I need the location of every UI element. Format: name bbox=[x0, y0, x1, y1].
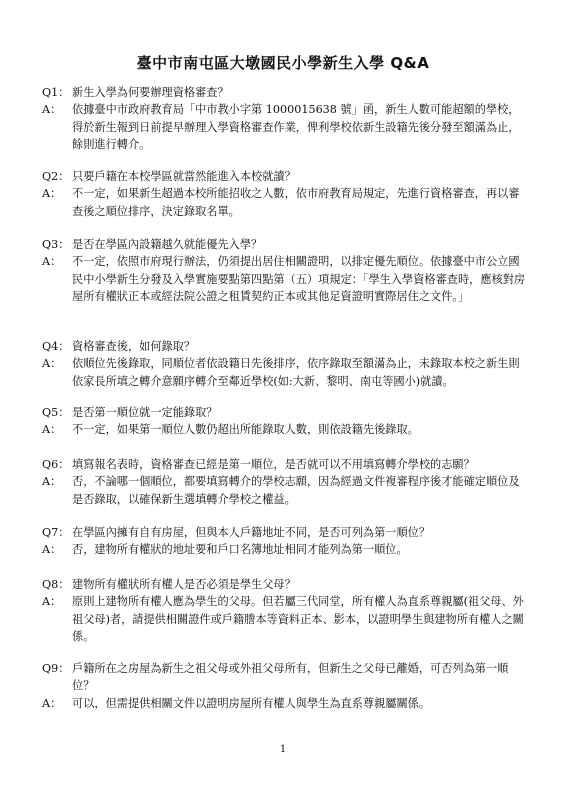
question-text: 新生入學為何要辦理資格審查？ bbox=[72, 86, 229, 99]
answer-text: 原則上建物所有權人應為學生的父母。但若屬三代同堂，所有權人為直系尊親屬(祖父母、外祖父母)者，請提供相關證件或戶籍謄本等資料正本、影本，以證明學生與建物所有權人之關係。 bbox=[72, 595, 524, 644]
question bbox=[42, 84, 530, 101]
answer-label: A： bbox=[42, 255, 62, 269]
answer-label: A： bbox=[42, 595, 62, 609]
answer bbox=[42, 355, 530, 390]
answer-label: A： bbox=[42, 423, 62, 437]
answer-text: 可以，但需提供相關文件以證明房屋所有權人與學生為直系尊親屬關係。 bbox=[72, 696, 431, 710]
question-label: Q2： bbox=[42, 170, 70, 183]
answer-label: A： bbox=[42, 103, 62, 117]
page-title: 臺中市南屯區大墩國民小學新生入學 Q&A bbox=[136, 54, 430, 72]
question-label: Q3： bbox=[42, 238, 70, 251]
question-text: 在學區內擁有自有房屋，但與本人戶籍地址不同，是否可列為第一順位？ bbox=[72, 526, 431, 539]
question bbox=[42, 338, 530, 355]
qa-item-4 bbox=[42, 338, 530, 390]
qa-item-1 bbox=[42, 84, 530, 154]
qa-item-7 bbox=[42, 524, 530, 559]
qa-item-5 bbox=[42, 404, 530, 439]
question-label: Q8： bbox=[42, 578, 70, 591]
question-text: 填寫報名表時，資格審查已經是第一順位，是否就可以不用填寫轉介學校的志願？ bbox=[72, 458, 475, 471]
answer-label: A： bbox=[42, 696, 62, 710]
qa-item-9 bbox=[42, 660, 530, 712]
answer bbox=[42, 421, 530, 438]
answer bbox=[42, 593, 530, 645]
answer bbox=[42, 541, 530, 558]
question bbox=[42, 236, 530, 253]
question-label: Q9： bbox=[42, 662, 70, 675]
answer-text: 不一定，如果第一順位人數仍超出所能錄取人數，則依設籍先後錄取。 bbox=[72, 423, 419, 437]
answer bbox=[42, 695, 530, 712]
qa-item-2 bbox=[42, 168, 530, 220]
answer bbox=[42, 253, 530, 305]
answer-text: 不一定，如果新生超過本校所能招收之人數，依市府教育局規定，先進行資格審查，再以審查後之順位排序，決定錄取名單。 bbox=[72, 187, 520, 218]
question-label: Q6： bbox=[42, 458, 70, 471]
question bbox=[42, 456, 530, 473]
answer bbox=[42, 185, 530, 220]
qa-item-6 bbox=[42, 456, 530, 508]
question bbox=[42, 524, 530, 541]
question-text: 建物所有權狀所有權人是否必須是學生父母？ bbox=[72, 578, 296, 591]
question bbox=[42, 404, 530, 421]
answer-text: 不一定，依照市府現行辦法，仍須提出居住相關證明，以排定優先順位。依據臺中市公立國民中小學新生分發及入學實施要點第四點第（五）項規定：「學生入學資格審查時，應核對房屋所有權狀正本或經法院公證之租賃契約正本或其他足資證明實際居住之文件。」 bbox=[72, 255, 526, 304]
answer-label: A： bbox=[42, 357, 62, 371]
answer-label: A： bbox=[42, 187, 62, 201]
question-text: 是否在學區內設籍越久就能優先入學？ bbox=[72, 238, 263, 251]
question bbox=[42, 168, 530, 185]
answer-text: 否，建物所有權狀的地址要和戶口名簿地址相同才能列為第一順位。 bbox=[72, 543, 408, 557]
question bbox=[42, 660, 530, 695]
question-text: 只要戶籍在本校學區就當然能進入本校就讀？ bbox=[72, 170, 296, 183]
answer-text: 否，不論哪一個順位，都要填寫轉介的學校志願，因為經過文件複審程序後才能確定順位及是否錄取，以確保新生選填轉介學校之權益。 bbox=[72, 475, 520, 506]
qa-item-8 bbox=[42, 576, 530, 646]
page-number: 1 bbox=[279, 744, 287, 755]
answer-text: 依順位先後錄取，同順位者依設籍日先後排序，依序錄取至額滿為止，未錄取本校之新生則依家長所填之轉介意願序轉介至鄰近學校(如:大新、黎明、南屯等國小)就讀。 bbox=[72, 357, 520, 388]
answer-text: 依據臺中市政府教育局「中市教小字第 1000015638 號」函，新生人數可能超額的學校，得於新生報到日前提早辦理入學資格審查作業，俾利學校依新生設籍先後分發至額滿為止，餘則進行轉介。 bbox=[72, 103, 520, 152]
question-label: Q4： bbox=[42, 340, 70, 353]
answer bbox=[42, 101, 530, 153]
question-text: 戶籍所在之房屋為新生之祖父母或外祖父母所有，但新生之父母已離婚，可否列為第一順位？ bbox=[72, 662, 509, 693]
question-label: Q1： bbox=[42, 86, 70, 99]
qa-item-3 bbox=[42, 236, 530, 306]
question-text: 是否第一順位就一定能錄取？ bbox=[72, 406, 218, 419]
question-label: Q5： bbox=[42, 406, 70, 419]
question bbox=[42, 576, 530, 593]
answer-label: A： bbox=[42, 475, 62, 489]
answer-label: A： bbox=[42, 543, 62, 557]
question-label: Q7： bbox=[42, 526, 70, 539]
answer bbox=[42, 473, 530, 508]
question-text: 資格審查後，如何錄取？ bbox=[72, 340, 196, 353]
